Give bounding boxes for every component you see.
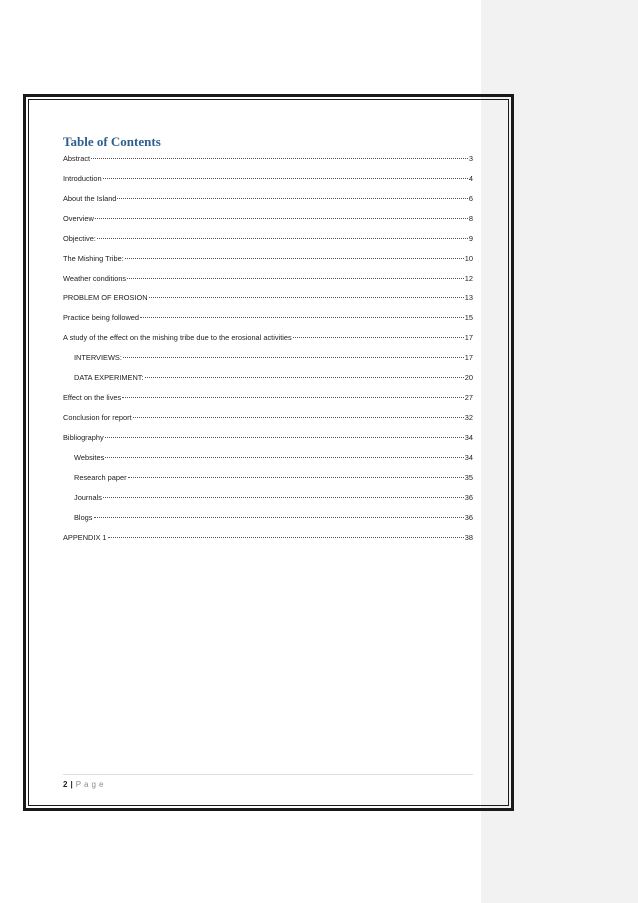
toc-entry-label: Introduction	[63, 173, 102, 183]
toc-dot-leader	[117, 198, 467, 199]
toc-entry[interactable]	[63, 254, 473, 274]
toc-entry[interactable]	[63, 293, 473, 313]
toc-entry-page: 36	[464, 492, 473, 502]
toc-entry[interactable]	[63, 453, 473, 473]
toc-entry-label: Abstract	[63, 154, 91, 163]
toc-entry-label: Objective:	[63, 233, 96, 243]
toc-dot-leader	[128, 477, 464, 478]
toc-entry-label: PROBLEM OF EROSION	[63, 293, 148, 303]
toc-entry-label: Research paper	[74, 472, 127, 482]
toc-entry[interactable]	[63, 373, 473, 393]
page-footer	[63, 780, 106, 789]
toc-entry[interactable]	[63, 433, 473, 453]
toc-entry[interactable]	[63, 214, 473, 234]
toc-entry-label: Conclusion for report	[63, 412, 132, 422]
toc-dot-leader	[97, 238, 468, 239]
toc-entry-label: About the Island	[63, 193, 117, 203]
toc-entry-page: 35	[464, 472, 473, 482]
toc-dot-leader	[145, 377, 464, 378]
toc-dot-leader	[95, 218, 468, 219]
toc-entry-page: 3	[468, 154, 473, 163]
toc-entry-label: Websites	[74, 452, 105, 462]
toc-entry-page: 17	[464, 353, 473, 363]
toc-dot-leader	[103, 178, 468, 179]
footer-page-word: Page	[75, 780, 107, 789]
toc-entry[interactable]	[63, 274, 473, 294]
toc-entry-page: 34	[464, 452, 473, 462]
toc-dot-leader	[140, 317, 464, 318]
toc-entry[interactable]	[63, 513, 473, 533]
toc-entry-label: Blogs	[74, 512, 93, 522]
toc-entry-page: 4	[468, 173, 473, 183]
toc-dot-leader	[293, 337, 464, 338]
toc-entry-label: DATA EXPERIMENT:	[74, 373, 144, 383]
toc-list	[63, 154, 473, 552]
toc-entry[interactable]	[63, 473, 473, 493]
toc-entry-page: 13	[464, 293, 473, 303]
toc-dot-leader	[125, 258, 464, 259]
toc-entry-page: 34	[464, 432, 473, 442]
toc-entry-page: 12	[464, 273, 473, 283]
toc-dot-leader	[105, 437, 464, 438]
toc-entry-label: A study of the effect on the mishing tribe due to the erosional activities	[63, 333, 292, 343]
toc-entry[interactable]	[63, 393, 473, 413]
toc-entry-page: 27	[464, 393, 473, 403]
toc-dot-leader	[122, 397, 464, 398]
toc-entry-label: Practice being followed	[63, 313, 140, 323]
toc-dot-leader	[94, 517, 464, 518]
toc-entry-label: Weather conditions	[63, 273, 127, 283]
toc-entry-page: 20	[464, 373, 473, 383]
toc-entry[interactable]	[63, 533, 473, 553]
toc-entry[interactable]	[63, 234, 473, 254]
footer-page-number: 2	[63, 780, 68, 789]
toc-entry-page: 36	[464, 512, 473, 522]
toc-entry-label: APPENDIX 1	[63, 532, 107, 542]
toc-dot-leader	[149, 297, 464, 298]
toc-entry-label: Journals	[74, 492, 102, 502]
toc-entry-page: 38	[464, 532, 473, 542]
toc-dot-leader	[127, 278, 464, 279]
toc-entry-label: Bibliography	[63, 432, 104, 442]
toc-entry-label: INTERVIEWS:	[74, 353, 122, 363]
toc-entry[interactable]	[63, 493, 473, 513]
toc-entry-page: 6	[468, 193, 473, 203]
toc-entry-page: 8	[468, 213, 473, 223]
toc-entry[interactable]	[63, 353, 473, 373]
toc-entry-page: 10	[464, 253, 473, 263]
footer-separator: |	[70, 780, 73, 789]
toc-dot-leader	[91, 158, 468, 159]
toc-entry[interactable]	[63, 413, 473, 433]
toc-entry[interactable]	[63, 333, 473, 353]
toc-entry-page: 17	[464, 333, 473, 343]
toc-entry-page: 15	[464, 313, 473, 323]
toc-entry-label: The Mishing Tribe:	[63, 253, 124, 263]
toc-entry-label: Overview	[63, 213, 94, 223]
toc-dot-leader	[103, 497, 464, 498]
toc-dot-leader	[108, 537, 464, 538]
toc-entry[interactable]	[63, 313, 473, 333]
toc-dot-leader	[133, 417, 464, 418]
toc-dot-leader	[123, 357, 464, 358]
toc-entry-label: Effect on the lives	[63, 393, 122, 403]
toc-entry[interactable]	[63, 154, 473, 174]
toc-title: Table of Contents	[63, 134, 161, 149]
toc-entry-page: 32	[464, 412, 473, 422]
toc-entry[interactable]	[63, 174, 473, 194]
toc-dot-leader	[105, 457, 464, 458]
footer-rule	[63, 774, 473, 775]
toc-entry-page: 9	[468, 233, 473, 243]
toc-entry[interactable]	[63, 194, 473, 214]
